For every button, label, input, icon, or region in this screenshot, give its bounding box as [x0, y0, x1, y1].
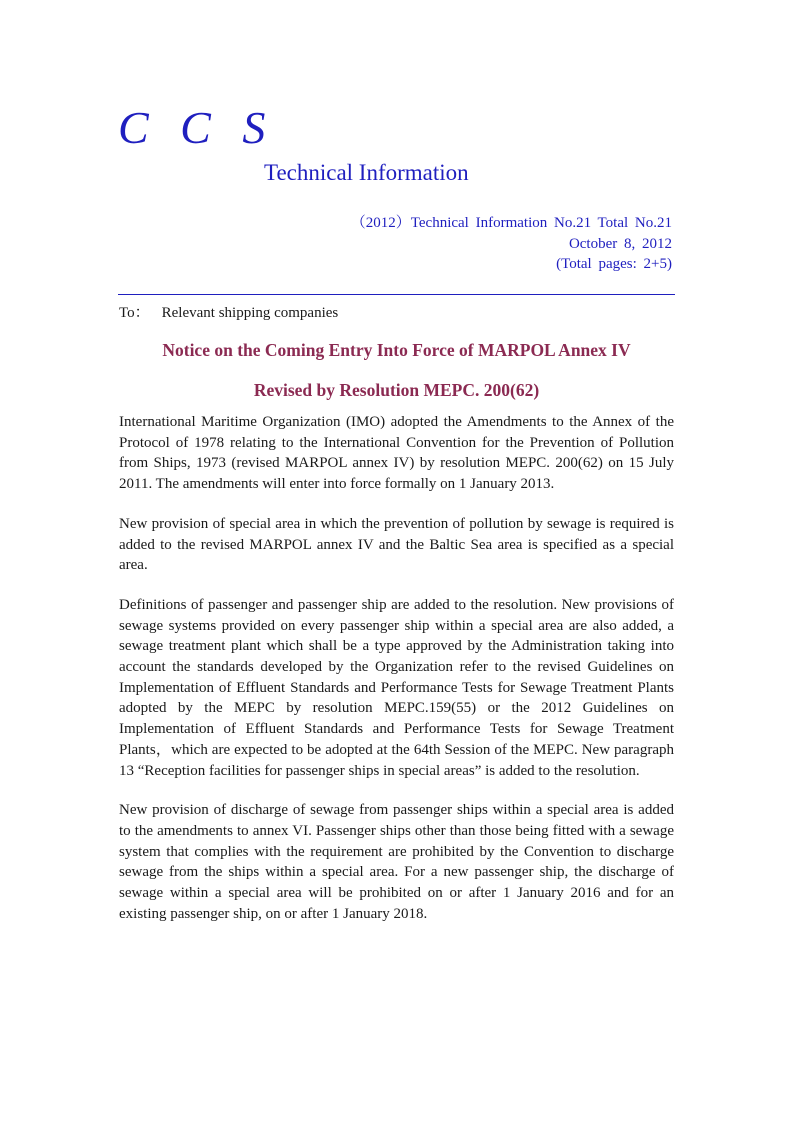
recipient-line — [119, 303, 338, 323]
document-subtitle: Technical Information — [264, 160, 469, 185]
document-meta — [351, 213, 672, 275]
notice-title-line-2: Revised by Resolution MEPC. 200(62) — [253, 380, 540, 400]
paragraph: New provision of special area in which the prevention of pollution by sewage is required is added to the revised MARPOL annex IV and the Baltic Sea area is specified as a special area. — [119, 515, 674, 574]
recipient-label: To： — [119, 305, 150, 321]
paragraph: Definitions of passenger and passenger ship are added to the resolution. New provisions of sewage systems provided on every passenger ship within a special area are also added, a sewage treatment plant which shall be a type approved by the Administration taking into account the standards developed by the Organization refer to the revised Guidelines on Implementation of Effluent Standards and Performance Tests for Sewage Treatment Plants adopted by the MEPC by resolution MEPC.159(55) or the 2012 Guidelines on Implementation of Effluent Standards and Performance Tests for Sewage Treatment Plants，which are expected to be adopted at the 64th Session of the MEPC. New paragraph 13 “Reception facilities for passenger ships in special areas” is added to the resolution. — [119, 596, 674, 779]
paragraph: New provision of discharge of sewage from passenger ships within a special area is added to the amendments to annex VI. Passenger ships other than those being fitted with a sewage system that complies with the requirement are prohibited by the Convention to discharge sewage from the ships within a special area. For a new passenger ship, the discharge of sewage within a special area will be prohibited on or after 1 January 2016 and for an existing passenger ship, on or after 1 January 2018. — [119, 802, 674, 922]
document-body — [119, 412, 674, 943]
recipient-value: Relevant shipping companies — [161, 305, 339, 321]
ccs-logo: C C S — [118, 102, 276, 153]
header-divider — [118, 294, 675, 295]
total-pages: (Total pages: 2+5) — [556, 256, 672, 272]
notice-title-line-1: Notice on the Coming Entry Into Force of MARPOL Annex IV — [162, 340, 631, 360]
paragraph: International Maritime Organization (IMO) adopted the Amendments to the Annex of the Protocol of 1978 relating to the International Convention for the Prevention of Pollution from Ships, 1973 (revised MARPOL annex IV) by resolution MEPC. 200(62) on 15 July 2011. The amendments will enter into force formally on 1 January 2013. — [119, 414, 674, 493]
issue-date: October 8, 2012 — [568, 235, 672, 252]
reference-number: （2012）Technical Information No.21 Total No.21 — [350, 215, 672, 231]
